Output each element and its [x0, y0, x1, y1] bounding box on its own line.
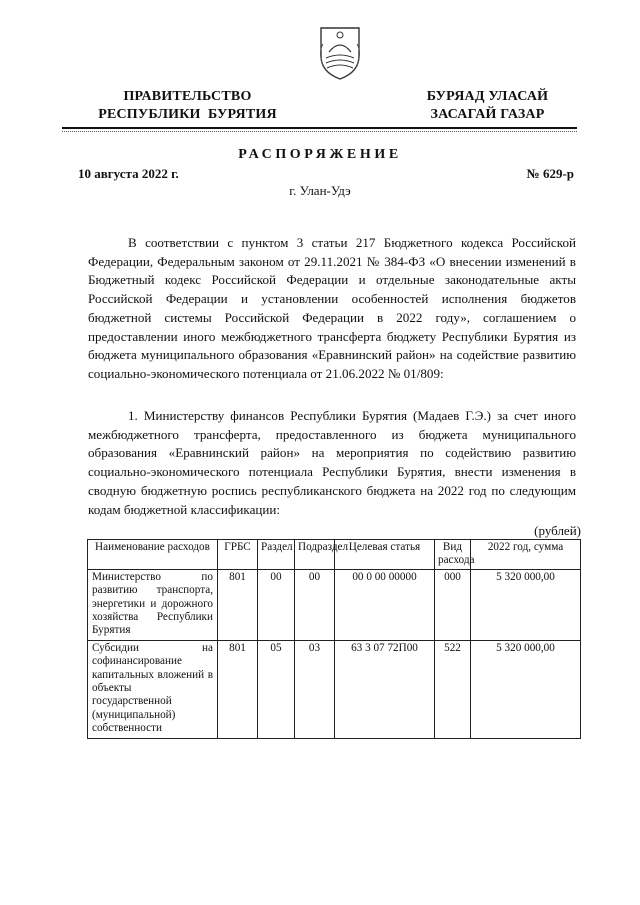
table-units: (рублей) [534, 523, 581, 538]
org-name-line: ПРАВИТЕЛЬСТВО [123, 89, 252, 104]
col-header-razdel: Раздел [258, 540, 295, 570]
cell-sum: 5 320 000,00 [471, 640, 581, 738]
document-date: 10 августа 2022 г. [78, 166, 179, 181]
cell-name: Министерство по развитию транспорта, энергетики и дорожного хозяйства Республики Бурятия [88, 569, 218, 640]
col-header-grbs: ГРБС [218, 540, 258, 570]
cell-grbs: 801 [218, 569, 258, 640]
document-number: № 629-р [526, 166, 574, 181]
document-city: г. Улан-Удэ [289, 183, 351, 198]
col-header-podrazdel: Подраздел [295, 540, 335, 570]
org-name-buryat [400, 88, 575, 124]
org-name-line: БУРЯАД УЛАСАЙ [426, 89, 549, 104]
col-header-name: Наименование расходов [88, 540, 218, 570]
header-divider-dotted [62, 131, 577, 132]
col-header-target: Целевая статья [335, 540, 435, 570]
col-header-sum: 2022 год, сумма [471, 540, 581, 570]
cell-target: 63 3 07 72П00 [335, 640, 435, 738]
col-header-vid: Вид расхода [435, 540, 471, 570]
cell-vid: 000 [435, 569, 471, 640]
cell-podrazdel: 00 [295, 569, 335, 640]
cell-sum: 5 320 000,00 [471, 569, 581, 640]
coat-of-arms-emblem [315, 22, 365, 82]
cell-target: 00 0 00 00000 [335, 569, 435, 640]
org-name-russian [80, 88, 295, 124]
cell-podrazdel: 03 [295, 640, 335, 738]
document-type-title: РАСПОРЯЖЕНИЕ [238, 147, 402, 162]
preamble-paragraph: В соответствии с пунктом 3 статьи 217 Бюджетного кодекса Российской Федерации, Федеральным законом от 29.11.2021 № 384-ФЗ «О внесении изменений в Бюджетный кодекс Российской Федерации и отдельные законодательные акты Российской Федерации и установлении особенностей исполнения бюджетов бюджетной системы Российской Федерации в 2022 году», соглашением о предоставлении иного межбюджетного трансферта бюджету Республики Бурятия из бюджета муниципального образования «Еравнинский район» на содействие развитию социально-экономического потенциала от 21.06.2022 № 01/809: [88, 235, 576, 381]
cell-grbs: 801 [218, 640, 258, 738]
cell-vid: 522 [435, 640, 471, 738]
table-row [88, 640, 581, 738]
cell-razdel: 00 [258, 569, 295, 640]
header-divider [62, 127, 577, 129]
org-name-line: РЕСПУБЛИКИ БУРЯТИЯ [98, 107, 277, 122]
cell-name: Субсидии на софинансирование капитальных вложений в объекты государственной (муниципальной) собственности [88, 640, 218, 738]
table-header-row [88, 540, 581, 570]
table-row [88, 569, 581, 640]
clause-1-paragraph: 1. Министерству финансов Республики Бурятия (Мадаев Г.Э.) за счет иного межбюджетного трансферта, предоставленного из бюджета муниципального образования «Еравнинский район» на мероприятия по содействию развитию социально-экономического потенциала Республики Бурятия, внести изменения в сводную бюджетную роспись республиканского бюджета на 2022 год по следующим кодам бюджетной классификации: [88, 408, 576, 517]
cell-razdel: 05 [258, 640, 295, 738]
budget-table [87, 539, 581, 739]
org-name-line: ЗАСАГАЙ ГАЗАР [430, 107, 545, 122]
